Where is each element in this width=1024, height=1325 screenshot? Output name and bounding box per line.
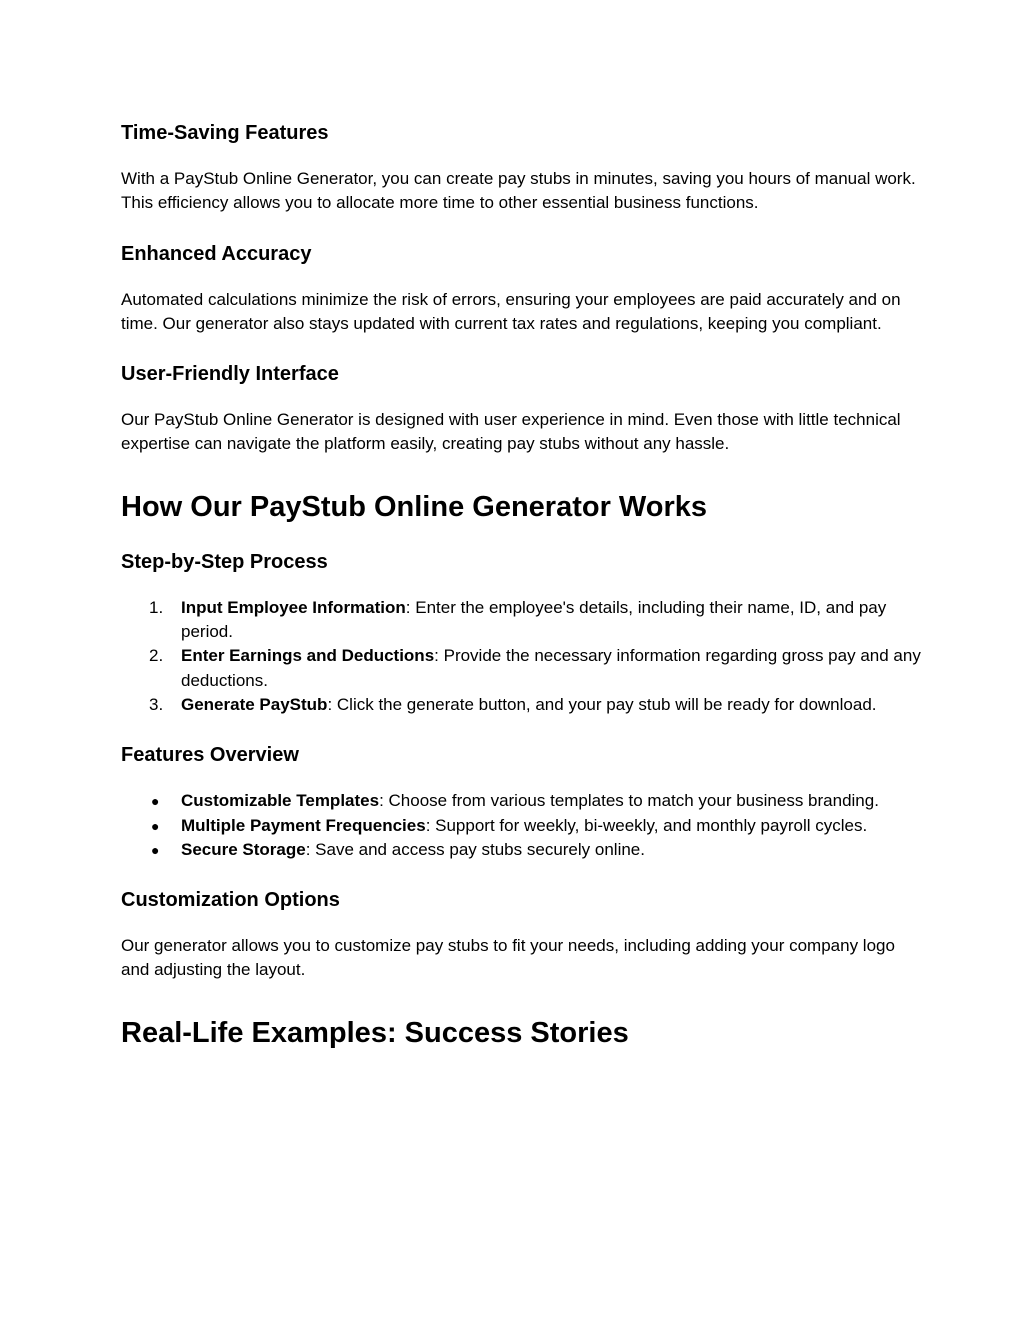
list-item-feature-1 bbox=[121, 789, 921, 813]
list-item-step-1 bbox=[121, 596, 921, 645]
list-item-step-2 bbox=[121, 644, 921, 693]
bullet-icon: ● bbox=[151, 793, 160, 810]
paragraph-accuracy: Automated calculations minimize the risk of errors, ensuring your employees are paid accurately and on time. Our generator also stays updated with current tax rates and regulations, keeping you compliant. bbox=[121, 289, 901, 333]
section-heading-interface: User-Friendly Interface bbox=[121, 363, 339, 386]
paragraph-customization: Our generator allows you to customize pay stubs to fit your needs, including adding your company logo and adjusting the layout. bbox=[121, 936, 895, 980]
list-item-term: Secure Storage bbox=[181, 839, 306, 859]
section-heading-features: Features Overview bbox=[121, 744, 299, 767]
paragraph-interface: Our PayStub Online Generator is designed with user experience in mind. Even those with little technical expertise can navigate the platform easily, creating pay stubs without any hassle. bbox=[121, 410, 901, 454]
section-heading-customization: Customization Options bbox=[121, 889, 340, 912]
section-heading-accuracy: Enhanced Accuracy bbox=[121, 242, 312, 265]
list-item-term: Multiple Payment Frequencies bbox=[181, 815, 426, 835]
list-item-term: Input Employee Information bbox=[181, 597, 406, 617]
section-heading-steps: Step-by-Step Process bbox=[121, 550, 328, 573]
list-item-text: : Save and access pay stubs securely online. bbox=[305, 839, 645, 859]
list-number: 3. bbox=[149, 694, 164, 714]
list-item-feature-3 bbox=[121, 838, 921, 862]
list-item-term: Customizable Templates bbox=[181, 791, 380, 811]
list-item-feature-2 bbox=[121, 814, 921, 838]
bullet-icon: ● bbox=[151, 817, 160, 834]
list-number: 2. bbox=[149, 646, 164, 666]
main-heading-success-stories: Real-Life Examples: Success Stories bbox=[121, 1016, 629, 1049]
list-item-text: : Click the generate button, and your pay stub will be ready for download. bbox=[327, 694, 877, 714]
main-heading-how-it-works: How Our PayStub Online Generator Works bbox=[121, 490, 708, 523]
features-list bbox=[121, 789, 921, 862]
list-item-text: : Choose from various templates to match your business branding. bbox=[379, 791, 879, 811]
steps-list bbox=[121, 596, 921, 717]
paragraph-time-saving: With a PayStub Online Generator, you can create pay stubs in minutes, saving you hours of manual work. This efficiency allows you to allocate more time to other essential business functions. bbox=[121, 169, 916, 213]
list-item-text: : Provide the necessary information regarding gross pay and any deductions. bbox=[181, 646, 921, 690]
document-page bbox=[121, 118, 921, 1053]
list-number: 1. bbox=[149, 597, 164, 617]
list-item-text: : Enter the employee's details, including their name, ID, and pay period. bbox=[181, 597, 887, 642]
list-item-text: : Support for weekly, bi-weekly, and monthly payroll cycles. bbox=[425, 815, 868, 835]
list-item-term: Generate PayStub bbox=[181, 694, 328, 714]
list-item-term: Enter Earnings and Deductions bbox=[181, 646, 435, 666]
list-item-step-3 bbox=[121, 693, 921, 717]
section-heading-time-saving: Time-Saving Features bbox=[121, 122, 329, 144]
bullet-icon: ● bbox=[151, 841, 160, 858]
